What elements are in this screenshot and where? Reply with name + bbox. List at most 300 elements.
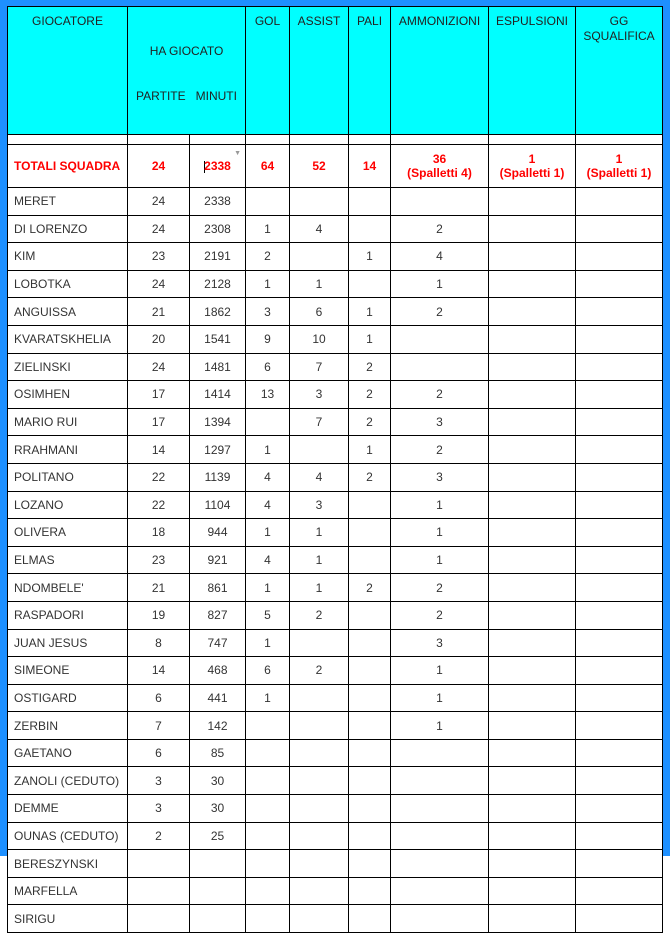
player-games: 23 <box>128 546 190 574</box>
player-sendoffs <box>489 877 576 905</box>
player-assists: 3 <box>290 491 349 519</box>
player-minutes: 1481 <box>190 353 246 381</box>
player-assists: 1 <box>290 270 349 298</box>
player-bookings: 3 <box>391 408 489 436</box>
totals-goals: 64 <box>246 145 290 188</box>
player-minutes: 1394 <box>190 408 246 436</box>
player-sendoffs <box>489 188 576 216</box>
table-row <box>8 325 663 353</box>
table-row <box>8 243 663 271</box>
table-row <box>8 905 663 933</box>
totals-minutes-cell[interactable] <box>190 145 246 188</box>
player-minutes: 30 <box>190 767 246 795</box>
player-suspension <box>576 270 663 298</box>
table-row <box>8 381 663 409</box>
player-posts: 2 <box>349 574 391 602</box>
player-minutes: 1541 <box>190 325 246 353</box>
player-games: 6 <box>128 739 190 767</box>
player-posts: 2 <box>349 408 391 436</box>
player-posts: 1 <box>349 436 391 464</box>
player-suspension <box>576 408 663 436</box>
table-row <box>8 739 663 767</box>
player-games: 2 <box>128 822 190 850</box>
player-games: 14 <box>128 657 190 685</box>
header-posts: PALI <box>349 7 391 135</box>
table-row <box>8 491 663 519</box>
player-games <box>128 905 190 933</box>
player-assists: 1 <box>290 574 349 602</box>
player-games: 24 <box>128 270 190 298</box>
player-bookings: 1 <box>391 684 489 712</box>
player-sendoffs <box>489 546 576 574</box>
player-assists: 1 <box>290 519 349 547</box>
player-bookings: 1 <box>391 657 489 685</box>
player-bookings <box>391 767 489 795</box>
player-games: 24 <box>128 215 190 243</box>
player-posts <box>349 215 391 243</box>
player-posts <box>349 822 391 850</box>
player-minutes: 2308 <box>190 215 246 243</box>
player-rows <box>8 188 663 933</box>
player-minutes <box>190 905 246 933</box>
player-minutes: 468 <box>190 657 246 685</box>
player-posts <box>349 601 391 629</box>
player-suspension <box>576 877 663 905</box>
header-sendoffs: ESPULSIONI <box>489 7 576 135</box>
player-minutes: 861 <box>190 574 246 602</box>
player-assists <box>290 822 349 850</box>
totals-suspension-value: 1 <box>615 152 623 166</box>
player-games: 19 <box>128 601 190 629</box>
player-name: OUNAS (CEDUTO) <box>8 822 128 850</box>
player-assists <box>290 767 349 795</box>
header-assists: ASSIST <box>290 7 349 135</box>
totals-bookings <box>391 145 489 188</box>
player-name: ELMAS <box>8 546 128 574</box>
player-goals: 13 <box>246 381 290 409</box>
player-assists <box>290 243 349 271</box>
player-suspension <box>576 436 663 464</box>
player-goals: 9 <box>246 325 290 353</box>
player-sendoffs <box>489 436 576 464</box>
player-assists <box>290 188 349 216</box>
player-name: SIMEONE <box>8 657 128 685</box>
player-posts <box>349 684 391 712</box>
player-suspension <box>576 629 663 657</box>
header-suspension-line2: SQUALIFICA <box>583 29 655 43</box>
player-name: OSIMHEN <box>8 381 128 409</box>
player-name: ZIELINSKI <box>8 353 128 381</box>
player-goals <box>246 712 290 740</box>
player-goals: 1 <box>246 574 290 602</box>
player-suspension <box>576 739 663 767</box>
player-goals <box>246 767 290 795</box>
player-assists: 1 <box>290 546 349 574</box>
totals-bookings-value: 36 <box>432 152 447 166</box>
header-player: GIOCATORE <box>8 7 128 135</box>
player-bookings: 2 <box>391 298 489 326</box>
player-games: 22 <box>128 491 190 519</box>
player-posts <box>349 739 391 767</box>
player-posts <box>349 546 391 574</box>
player-name: OLIVERA <box>8 519 128 547</box>
player-suspension <box>576 795 663 823</box>
player-name: RASPADORI <box>8 601 128 629</box>
player-suspension <box>576 381 663 409</box>
table-row <box>8 712 663 740</box>
player-bookings: 2 <box>391 436 489 464</box>
player-suspension <box>576 215 663 243</box>
player-sendoffs <box>489 574 576 602</box>
player-posts <box>349 188 391 216</box>
player-goals: 4 <box>246 463 290 491</box>
player-suspension <box>576 850 663 878</box>
player-goals: 6 <box>246 353 290 381</box>
player-bookings <box>391 325 489 353</box>
player-posts <box>349 877 391 905</box>
player-assists: 10 <box>290 325 349 353</box>
player-bookings <box>391 905 489 933</box>
player-bookings: 2 <box>391 574 489 602</box>
player-goals <box>246 408 290 436</box>
player-suspension <box>576 325 663 353</box>
player-sendoffs <box>489 905 576 933</box>
player-posts: 1 <box>349 325 391 353</box>
player-assists: 3 <box>290 381 349 409</box>
player-goals: 2 <box>246 243 290 271</box>
player-goals <box>246 877 290 905</box>
player-posts: 2 <box>349 463 391 491</box>
totals-suspension-note: (Spalletti 1) <box>586 166 652 180</box>
player-minutes: 441 <box>190 684 246 712</box>
player-bookings: 4 <box>391 243 489 271</box>
player-name: MERET <box>8 188 128 216</box>
player-posts: 2 <box>349 381 391 409</box>
player-minutes: 1297 <box>190 436 246 464</box>
player-posts <box>349 712 391 740</box>
table-row <box>8 298 663 326</box>
player-goals <box>246 188 290 216</box>
player-minutes: 85 <box>190 739 246 767</box>
player-goals: 1 <box>246 270 290 298</box>
player-suspension <box>576 822 663 850</box>
player-name: BERESZYNSKI <box>8 850 128 878</box>
player-name: DEMME <box>8 795 128 823</box>
player-games: 21 <box>128 298 190 326</box>
player-games: 17 <box>128 408 190 436</box>
player-assists <box>290 629 349 657</box>
stats-table <box>7 6 663 933</box>
player-posts <box>349 905 391 933</box>
player-minutes: 2128 <box>190 270 246 298</box>
table-row <box>8 767 663 795</box>
player-games: 17 <box>128 381 190 409</box>
player-posts <box>349 850 391 878</box>
dropdown-arrow-icon[interactable]: ▼ <box>234 150 241 157</box>
player-minutes <box>190 850 246 878</box>
player-minutes: 2191 <box>190 243 246 271</box>
player-sendoffs <box>489 353 576 381</box>
player-suspension <box>576 188 663 216</box>
table-row <box>8 822 663 850</box>
player-sendoffs <box>489 795 576 823</box>
header-suspension-line1: GG <box>609 14 629 28</box>
player-minutes: 747 <box>190 629 246 657</box>
player-posts <box>349 629 391 657</box>
table-row <box>8 684 663 712</box>
player-assists <box>290 684 349 712</box>
table-row <box>8 270 663 298</box>
table-row <box>8 215 663 243</box>
player-minutes: 921 <box>190 546 246 574</box>
player-games: 8 <box>128 629 190 657</box>
player-games: 20 <box>128 325 190 353</box>
player-posts <box>349 657 391 685</box>
table-row <box>8 657 663 685</box>
player-bookings: 1 <box>391 270 489 298</box>
player-assists: 4 <box>290 215 349 243</box>
player-sendoffs <box>489 463 576 491</box>
player-suspension <box>576 546 663 574</box>
player-assists: 2 <box>290 601 349 629</box>
totals-label: TOTALI SQUADRA <box>8 145 128 188</box>
totals-minutes: 2338 <box>204 159 231 173</box>
spacer-row <box>8 135 663 145</box>
player-goals: 1 <box>246 519 290 547</box>
player-bookings <box>391 353 489 381</box>
player-games: 3 <box>128 767 190 795</box>
header-goals: GOL <box>246 7 290 135</box>
player-name: GAETANO <box>8 739 128 767</box>
player-assists: 7 <box>290 353 349 381</box>
player-suspension <box>576 712 663 740</box>
player-games: 7 <box>128 712 190 740</box>
player-bookings <box>391 739 489 767</box>
player-bookings <box>391 877 489 905</box>
player-posts: 1 <box>349 298 391 326</box>
player-suspension <box>576 601 663 629</box>
player-assists <box>290 436 349 464</box>
player-name: ZANOLI (CEDUTO) <box>8 767 128 795</box>
player-name: KVARATSKHELIA <box>8 325 128 353</box>
player-goals <box>246 822 290 850</box>
player-bookings <box>391 850 489 878</box>
player-suspension <box>576 574 663 602</box>
player-sendoffs <box>489 850 576 878</box>
player-name: ZERBIN <box>8 712 128 740</box>
player-minutes: 2338 <box>190 188 246 216</box>
player-bookings: 2 <box>391 215 489 243</box>
player-games: 21 <box>128 574 190 602</box>
player-goals <box>246 739 290 767</box>
table-row <box>8 574 663 602</box>
player-name: ANGUISSA <box>8 298 128 326</box>
player-suspension <box>576 657 663 685</box>
player-name: SIRIGU <box>8 905 128 933</box>
player-name: NDOMBELE' <box>8 574 128 602</box>
player-suspension <box>576 463 663 491</box>
player-assists: 4 <box>290 463 349 491</box>
player-suspension <box>576 491 663 519</box>
player-posts <box>349 270 391 298</box>
player-name: LOZANO <box>8 491 128 519</box>
player-goals <box>246 905 290 933</box>
totals-row <box>8 145 663 188</box>
player-goals: 6 <box>246 657 290 685</box>
player-bookings: 3 <box>391 629 489 657</box>
player-minutes: 1139 <box>190 463 246 491</box>
player-minutes: 1862 <box>190 298 246 326</box>
player-posts <box>349 519 391 547</box>
player-minutes: 1414 <box>190 381 246 409</box>
player-sendoffs <box>489 408 576 436</box>
table-row <box>8 436 663 464</box>
player-suspension <box>576 905 663 933</box>
player-sendoffs <box>489 491 576 519</box>
totals-suspension <box>576 145 663 188</box>
table-row <box>8 795 663 823</box>
player-sendoffs <box>489 601 576 629</box>
player-name: MARIO RUI <box>8 408 128 436</box>
header-played <box>128 7 246 135</box>
player-name: DI LORENZO <box>8 215 128 243</box>
player-sendoffs <box>489 270 576 298</box>
player-minutes: 1104 <box>190 491 246 519</box>
player-bookings: 2 <box>391 381 489 409</box>
player-games: 14 <box>128 436 190 464</box>
totals-sendoffs <box>489 145 576 188</box>
player-assists <box>290 877 349 905</box>
player-name: MARFELLA <box>8 877 128 905</box>
player-assists <box>290 850 349 878</box>
player-sendoffs <box>489 767 576 795</box>
table-row <box>8 629 663 657</box>
table-row <box>8 463 663 491</box>
player-posts <box>349 795 391 823</box>
player-goals: 1 <box>246 684 290 712</box>
player-name: JUAN JESUS <box>8 629 128 657</box>
player-suspension <box>576 353 663 381</box>
player-minutes: 827 <box>190 601 246 629</box>
player-games <box>128 850 190 878</box>
totals-section <box>8 135 663 188</box>
player-sendoffs <box>489 822 576 850</box>
player-assists <box>290 712 349 740</box>
player-name: POLITANO <box>8 463 128 491</box>
header-played-line1: HA GIOCATO <box>149 44 224 58</box>
player-goals: 1 <box>246 215 290 243</box>
player-sendoffs <box>489 243 576 271</box>
player-assists <box>290 739 349 767</box>
player-suspension <box>576 684 663 712</box>
table-row <box>8 353 663 381</box>
header-played-line2: PARTITE MINUTI <box>136 89 237 103</box>
player-goals: 5 <box>246 601 290 629</box>
player-suspension <box>576 519 663 547</box>
table-row <box>8 546 663 574</box>
player-bookings: 2 <box>391 601 489 629</box>
header-suspension <box>576 7 663 135</box>
table-row <box>8 601 663 629</box>
player-sendoffs <box>489 298 576 326</box>
player-posts: 1 <box>349 243 391 271</box>
player-name: LOBOTKA <box>8 270 128 298</box>
player-sendoffs <box>489 712 576 740</box>
totals-games: 24 <box>128 145 190 188</box>
player-posts <box>349 767 391 795</box>
player-posts <box>349 491 391 519</box>
player-bookings: 1 <box>391 712 489 740</box>
player-minutes: 25 <box>190 822 246 850</box>
player-sendoffs <box>489 381 576 409</box>
table-row <box>8 519 663 547</box>
player-sendoffs <box>489 629 576 657</box>
player-minutes <box>190 877 246 905</box>
player-bookings: 1 <box>391 546 489 574</box>
player-goals: 4 <box>246 546 290 574</box>
player-games: 6 <box>128 684 190 712</box>
player-goals: 1 <box>246 629 290 657</box>
player-assists: 2 <box>290 657 349 685</box>
player-assists: 7 <box>290 408 349 436</box>
table-row <box>8 408 663 436</box>
player-games: 18 <box>128 519 190 547</box>
player-assists <box>290 795 349 823</box>
player-assists: 6 <box>290 298 349 326</box>
player-minutes: 142 <box>190 712 246 740</box>
player-games <box>128 877 190 905</box>
player-sendoffs <box>489 215 576 243</box>
player-goals <box>246 850 290 878</box>
player-games: 3 <box>128 795 190 823</box>
table-row <box>8 877 663 905</box>
table-row <box>8 188 663 216</box>
player-suspension <box>576 767 663 795</box>
player-suspension <box>576 243 663 271</box>
totals-assists: 52 <box>290 145 349 188</box>
player-bookings <box>391 188 489 216</box>
player-games: 23 <box>128 243 190 271</box>
player-goals: 1 <box>246 436 290 464</box>
totals-posts: 14 <box>349 145 391 188</box>
player-bookings: 1 <box>391 519 489 547</box>
player-bookings <box>391 822 489 850</box>
player-sendoffs <box>489 325 576 353</box>
player-games: 24 <box>128 353 190 381</box>
header-bookings: AMMONIZIONI <box>391 7 489 135</box>
player-bookings: 1 <box>391 491 489 519</box>
player-minutes: 944 <box>190 519 246 547</box>
player-sendoffs <box>489 739 576 767</box>
player-games: 24 <box>128 188 190 216</box>
player-sendoffs <box>489 657 576 685</box>
player-goals <box>246 795 290 823</box>
player-sendoffs <box>489 519 576 547</box>
player-bookings: 3 <box>391 463 489 491</box>
player-name: RRAHMANI <box>8 436 128 464</box>
player-sendoffs <box>489 684 576 712</box>
totals-sendoffs-value: 1 <box>528 152 536 166</box>
player-assists <box>290 905 349 933</box>
player-suspension <box>576 298 663 326</box>
totals-bookings-note: (Spalletti 4) <box>407 166 472 180</box>
player-name: KIM <box>8 243 128 271</box>
table-header <box>8 7 663 135</box>
player-minutes: 30 <box>190 795 246 823</box>
player-posts: 2 <box>349 353 391 381</box>
player-goals: 4 <box>246 491 290 519</box>
table-row <box>8 850 663 878</box>
